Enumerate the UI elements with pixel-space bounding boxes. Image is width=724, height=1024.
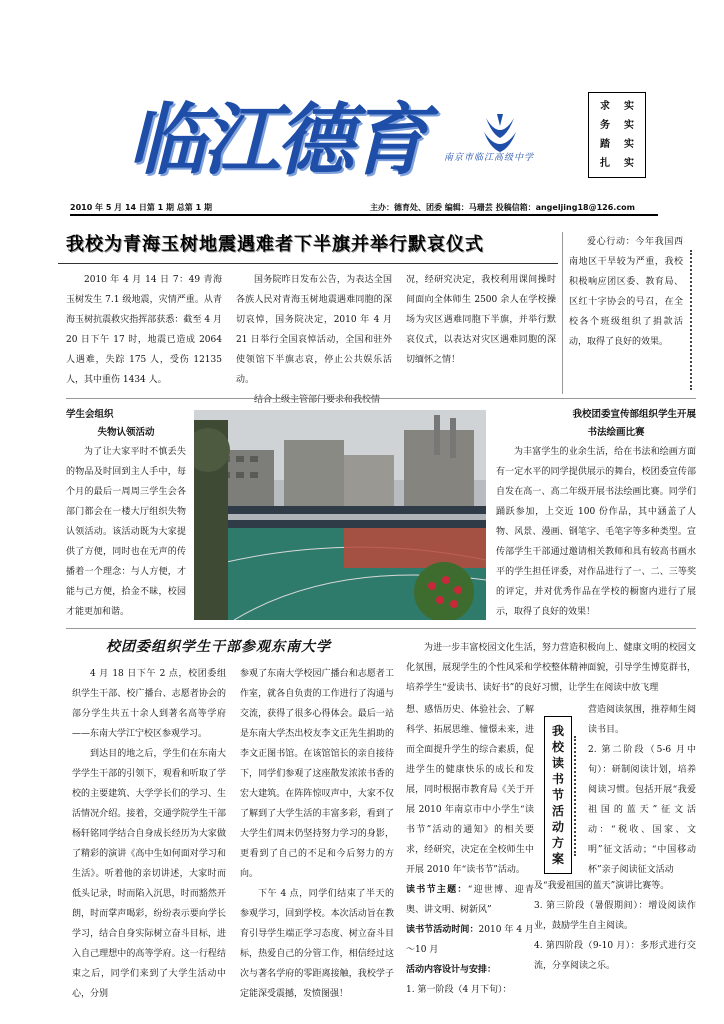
article3 bbox=[496, 406, 696, 622]
motto-char: 实 bbox=[624, 158, 634, 169]
article4-col1 bbox=[72, 664, 226, 1004]
article5-intro bbox=[406, 638, 696, 698]
issue-info: 2010 年 5 月 14 日第 1 期 总第 1 期 bbox=[70, 203, 212, 212]
article5-colB bbox=[588, 700, 696, 880]
article2-title: 失物认领活动 bbox=[97, 427, 155, 438]
design-label: 活动内容设计与安排： bbox=[406, 965, 497, 975]
divider bbox=[58, 263, 558, 264]
main-headline: 我校为青海玉树地震遇难者下半旗并举行默哀仪式 bbox=[66, 234, 484, 255]
motto-char: 实 bbox=[624, 120, 634, 131]
article5-colC bbox=[534, 876, 696, 976]
time-label: 读书节活动时间： bbox=[406, 925, 479, 935]
phase2b-text: 及“我爱祖国的蓝天”演讲比赛等。 bbox=[534, 881, 670, 891]
motto-char: 实 bbox=[624, 101, 634, 112]
article1-text: 况，经研究决定，我校利用课间操时间面向全体师生 2500 余人在学校操场为灾区遇难同胞下半旗，并举行默哀仪式，以表达对灾区遇难同胞的深切缅怀之情！ bbox=[406, 275, 556, 365]
school-name: 南京市临江高级中学 bbox=[444, 153, 535, 163]
issue-bar bbox=[70, 200, 658, 216]
motto-char: 踏 bbox=[600, 139, 610, 150]
article4-text: 到达目的地之后，学生们在东南大学学生干部的引领下，观看和听取了学校的主要建筑、大学学长们的学习、生活情况介绍。接着，交通学院学生干部杨轩铭同学结合自身成长经历为大家做了精彩的演讲《高中生如何面对学习和生活》。听着他的亲切讲述，大家时而低头记录，时而陷入沉思，时而豁然开朗，时而掌声喝彩，纷纷表示要向学长学习，结合自身实际树立奋斗目标，进入自己理想中的高等学府。这一行程结束之后，同学们来到了大学生活动中心，分别 bbox=[72, 749, 226, 999]
article5-text: 营造阅读氛围，推荐师生阅读书目。 bbox=[588, 705, 697, 735]
article5-colA bbox=[406, 700, 534, 1000]
article5-theme bbox=[406, 880, 534, 920]
motto-char: 实 bbox=[624, 139, 634, 150]
masthead-title bbox=[128, 86, 428, 196]
article1-col2 bbox=[236, 270, 392, 410]
divider bbox=[66, 398, 696, 399]
dotted-rule bbox=[574, 736, 576, 856]
phase2-text: 2. 第二阶段（5-6 月中旬）：研制阅读计划，培养阅读习惯。包括开展“我爱祖国的蓝天”征文活动：“税收、国家、文明”征文活动；“中国移动杯”亲子阅读征文活动 bbox=[588, 745, 696, 875]
article2-title: 学生会组织 bbox=[66, 409, 114, 420]
article5-time bbox=[406, 920, 534, 960]
article4-headline: 校团委组织学生干部参观东南大学 bbox=[106, 639, 331, 655]
article1-text: 2010 年 4 月 14 日 7：49 青海玉树发生 7.1 级地震，灾情严重。从青海玉树抗震救灾指挥部获悉：截至 4 月 20 日下午 17 时，地震已造成 2064 人遇难，失踪 175 人，受伤 12135 人，其中重伤 1434 人。 bbox=[66, 275, 222, 385]
time-text: 2010 年 4 月～10 月 bbox=[406, 925, 534, 955]
masthead-char: 江 bbox=[202, 95, 277, 186]
vertical-title-text: 我校读书节活动方案 bbox=[551, 724, 564, 866]
article3-title: 我校团委宣传部组织学生开展 bbox=[572, 409, 696, 420]
article4-text: 参观了东南大学校园广播台和志愿者工作室，就各自负责的工作进行了沟通与交流，获得了很多心得体会。最后一站是东南大学杰出校友李文正先生捐助的李文正图书馆。在该馆馆长的亲自接待下，同学们参观了这座散发浓浓书香的宏大建筑。在阵阵惊叹声中，大家不仅了解到了大学生活的丰富多彩，看到了大学生们周末仍坚持努力学习的身影，更看到了自己的不足和今后努力的方向。 bbox=[240, 669, 394, 879]
masthead-char: 育 bbox=[350, 95, 425, 186]
masthead-char: 德 bbox=[276, 95, 351, 186]
theme-label: 读书节主题： bbox=[406, 885, 468, 895]
article1-text: 结合上级主管部门要求和我校情 bbox=[254, 395, 381, 405]
article4-text: 4 月 18 日下午 2 点，校团委组织学生干部、校广播台、志愿者协会的部分学生共五十余人到著名高等学府——东南大学江宁校区参观学习。 bbox=[72, 669, 226, 739]
editor-info: 主办：德育处、团委 编辑：马珊芸 投稿信箱：angeljing18@126.com bbox=[370, 203, 635, 212]
phase4-text: 4. 第四阶段（9-10 月）：多形式进行交流，分享阅读之乐。 bbox=[534, 941, 696, 971]
article3-text: 为丰富学生的业余生活，给在书法和绘画方面有一定水平的同学提供展示的舞台，校团委宣传部自发在高一、高二年级开展书法绘画比赛。同学们踊跃参加，上交近 100 份作品，其中涵盖了人物、风景、漫画、钢笔字、毛笔字等多种类型。宣传部学生干部通过邀请相关教师和具有较高书画水平的学生担任评委，对作品进行了一、二、三等奖的评定，并对优秀作品在学校的橱窗内进行了展示，取得了良好的效果！ bbox=[496, 447, 696, 617]
school-assembly-photo bbox=[194, 410, 486, 620]
phase3-text: 3. 第三阶段（暑假期间）：增设阅读作业，鼓励学生自主阅读。 bbox=[534, 901, 696, 931]
article2-text: 为了让大家平时不慎丢失的物品及时回到主人手中，每个月的最后一周周三学生会各部门都会在一楼大厅组织失物认领活动。该活动既为大家提供了方便，同时也在无声的传播着一个理念：与人方便，才能与己方便，拾金不昧，校园才能更加和谐。 bbox=[66, 447, 186, 617]
article1-col1 bbox=[66, 270, 222, 390]
article5-text: 想、感悟历史、体验社会、了解科学、拓展思维、憧憬未来，进而全面提升学生的综合素质，促进学生的健康快乐的成长和发展，同时根据市教育局《关于开展 2010 年南京市中小学生“读书节”活动的通知》的相关要求，经研究，决定在全校师生中开展 2010 年“读书节”活动。 bbox=[406, 705, 534, 875]
side-box-text: 爱心行动：今年我国西南地区干旱较为严重，我校积极响应团区委、教育局、区红十字协会的号召，在全校各个班级组织了捐款活动，取得了良好的效果。 bbox=[569, 237, 683, 347]
article1-col3 bbox=[406, 270, 556, 370]
reading-plan-vertical-title bbox=[544, 716, 572, 874]
article4-text: 下午 4 点，同学们结束了半天的参观学习，回到学校。本次活动旨在教育引导学生端正学习态度、树立奋斗目标，热爱自己的分管工作，相信经过这次与著名学府的零距离接触，我校学子定能深受震撼，发愤图强！ bbox=[240, 889, 394, 999]
article3-title: 书法绘画比赛 bbox=[587, 427, 645, 438]
dotted-rule bbox=[690, 250, 692, 390]
phase1-text: 1. 第一阶段（4 月下旬）： bbox=[406, 985, 512, 995]
article1-text: 国务院昨日发布公告，为表达全国各族人民对青海玉树地震遇难同胞的深切哀悼，国务院决定，2010 年 4 月 21 日举行全国哀悼活动，全国和驻外使领馆下半旗志哀，停止公共娱乐活动。 bbox=[236, 275, 392, 385]
masthead-char: 临 bbox=[128, 95, 203, 186]
motto-char: 求 bbox=[600, 101, 610, 112]
side-box bbox=[562, 232, 693, 394]
divider bbox=[66, 628, 696, 629]
article4-col2 bbox=[240, 664, 394, 1004]
motto-box bbox=[588, 92, 646, 178]
motto-char: 务 bbox=[600, 120, 610, 131]
article2 bbox=[66, 406, 186, 622]
motto-char: 扎 bbox=[600, 158, 610, 169]
article5-text: 为进一步丰富校园文化生活，努力营造积极向上、健康文明的校园文化氛围，展现学生的个性风采和学校整体精神面貌，引导学生博览群书，培养学生“爱读书、读好书”的良好习惯，让学生在阅读中放飞理 bbox=[406, 643, 696, 693]
theme-text: “迎世博、迎青奥、讲文明、树新风” bbox=[406, 885, 534, 915]
